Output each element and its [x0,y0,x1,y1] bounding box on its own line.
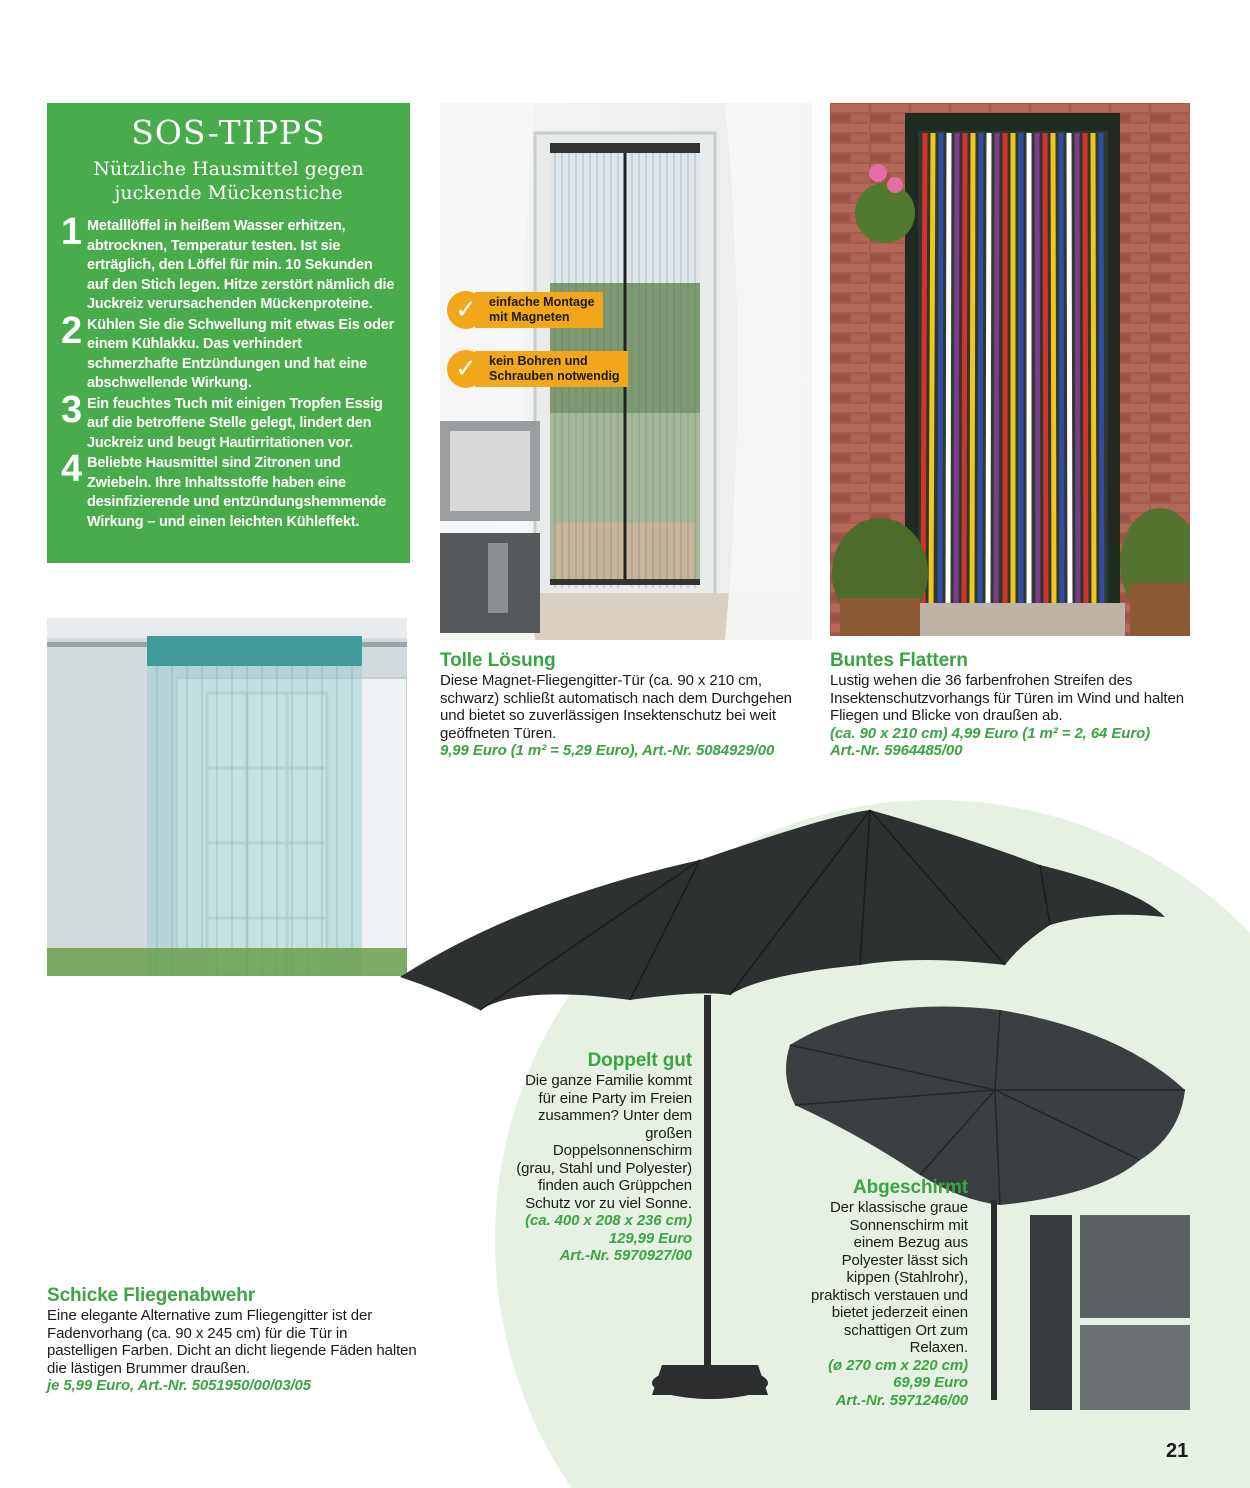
product-art-nr: Art.-Nr. 5971246/00 [835,1391,968,1409]
tip-number: 1 [61,211,82,253]
tip-text: Kühlen Sie die Schwellung mit etwas Eis oder einem Kühlakku. Das verhindert schmerzhafte Entzündungen und hat eine abschwellende Wirkung. [87,316,395,391]
product-body: Eine elegante Alternative zum Fliegengitter ist der Fadenvorhang (ca. 90 x 245 cm) für die Tür in pastelligen Farben. Dicht an dicht liegende Fäden halten die lästigen Brummer draußen. [47,1307,417,1377]
sos-tips-box [47,103,410,563]
sos-subtitle-line1: Nützliche Hausmittel gegen [93,158,364,180]
callout-line: mit Magneten [489,310,570,324]
callout-line: Schrauben notwendig [489,369,620,383]
product-title: Doppelt gut [587,1050,692,1071]
product-tolle-loesung [440,650,815,760]
product-schicke-fliegenabwehr [47,1285,417,1395]
product-art-nr: Art.-Nr. 5970927/00 [559,1247,692,1264]
tip-number: 4 [61,448,82,490]
callout-text [475,351,628,387]
product-size: (ø 270 cm x 220 cm) [828,1356,968,1374]
tip-number: 3 [61,388,82,431]
product-price: (ca. 90 x 210 cm) 4,99 Euro (1 m² = 2, 64 Euro) [830,724,1151,742]
product-title: Tolle Lösung [440,650,556,671]
product-title: Buntes Flattern [830,650,968,671]
product-price: 9,99 Euro (1 m² = 5,29 Euro), Art.-Nr. 5084929/00 [440,742,775,759]
strap-detail-photo [1080,1215,1190,1318]
tip-text: Metalllöffel in heißem Wasser erhitzen, abtrocknen, Temperatur testen. Ist sie erträglich, den Löffel für min. 10 Sekunden auf den Stich legen. Hitze zerstört nämlich die Juckreiz verursachenden Mückenproteine. [87,218,395,312]
sos-subtitle-line2: juckende Mückenstiche [114,182,343,204]
product-body: Diese Magnet-Fliegengitter-Tür (ca. 90 x 210 cm, schwarz) schließt automatisch nach dem Durchgehen und bietet so zuverlässigen Insektenschutz bei weit geöffneten Türen. [440,672,792,742]
product-body: Lustig wehen die 36 farbenfrohen Streifen des Insektenschutzvorhangs für Türen im Wind und halten Fliegen und Blicke von draußen ab. [830,672,1184,724]
product-art-nr: Art.-Nr. 5964485/00 [830,742,963,759]
tip-text: Ein feuchtes Tuch mit einigen Tropfen Essig auf die betroffene Stelle gelegt, lindert den Juckreiz und beugt Hautirritationen vor. [87,395,383,451]
product-title: Abgeschirmt [852,1177,968,1198]
callout-line: kein Bohren und [489,354,588,368]
canopy-detail-photo [1080,1325,1190,1410]
tips-list [61,211,396,532]
product-title: Schicke Fliegenabwehr [47,1285,256,1306]
callout-line: einfache Montage [489,295,595,309]
product-body: Der klassische graue Sonnenschirm mit einem Bezug aus Polyester lässt sich kippen (Stahlrohr), praktisch verstauen und bietet jederzeit einen schattigen Ort zum Relaxen. [811,1199,968,1356]
product-price: je 5,99 Euro, Art.-Nr. 5051950/00/03/05 [47,1377,312,1394]
sos-title: SOS-TIPPS [131,113,326,152]
tip-item [61,211,396,315]
product-abgeschirmt [808,1177,968,1409]
product-buntes-flattern [830,650,1190,760]
pole-detail-photo [1030,1215,1072,1410]
product-size: (ca. 400 x 208 x 236 cm) [525,1212,692,1229]
tip-item [61,448,396,532]
tip-text: Beliebte Hausmittel sind Zitronen und Zwiebeln. Ihre Inhaltsstoffe haben eine desinfizierende und entzündungshemmende Wirkung – und einen leichten Kühleffekt. [87,455,387,530]
callout-text [475,292,603,328]
sos-subtitle [61,157,396,205]
callout-no-drilling [447,350,628,388]
strip-curtain-illustration [830,103,1190,636]
tip-item [61,309,396,394]
product-body: Die ganze Familie kommt für eine Party im Freien zusammen? Unter dem großen Doppelsonnenschirm (grau, Stahl und Polyester) finden auch Grüppchen Schutz vor zu viel Sonne. [516,1072,692,1212]
thread-curtain-illustration [47,618,407,976]
callout-easy-mount [447,291,603,329]
strip-curtain-door-photo [830,103,1190,636]
check-icon: ✓ [447,291,485,329]
check-icon: ✓ [447,350,485,388]
tip-number: 2 [61,309,82,352]
tip-item [61,388,396,454]
page-number: 21 [1166,1440,1189,1462]
thread-curtain-photo [47,618,407,976]
product-price: 129,99 Euro [608,1229,692,1247]
product-doppelt-gut [512,1050,692,1265]
product-price: 69,99 Euro [893,1374,968,1391]
